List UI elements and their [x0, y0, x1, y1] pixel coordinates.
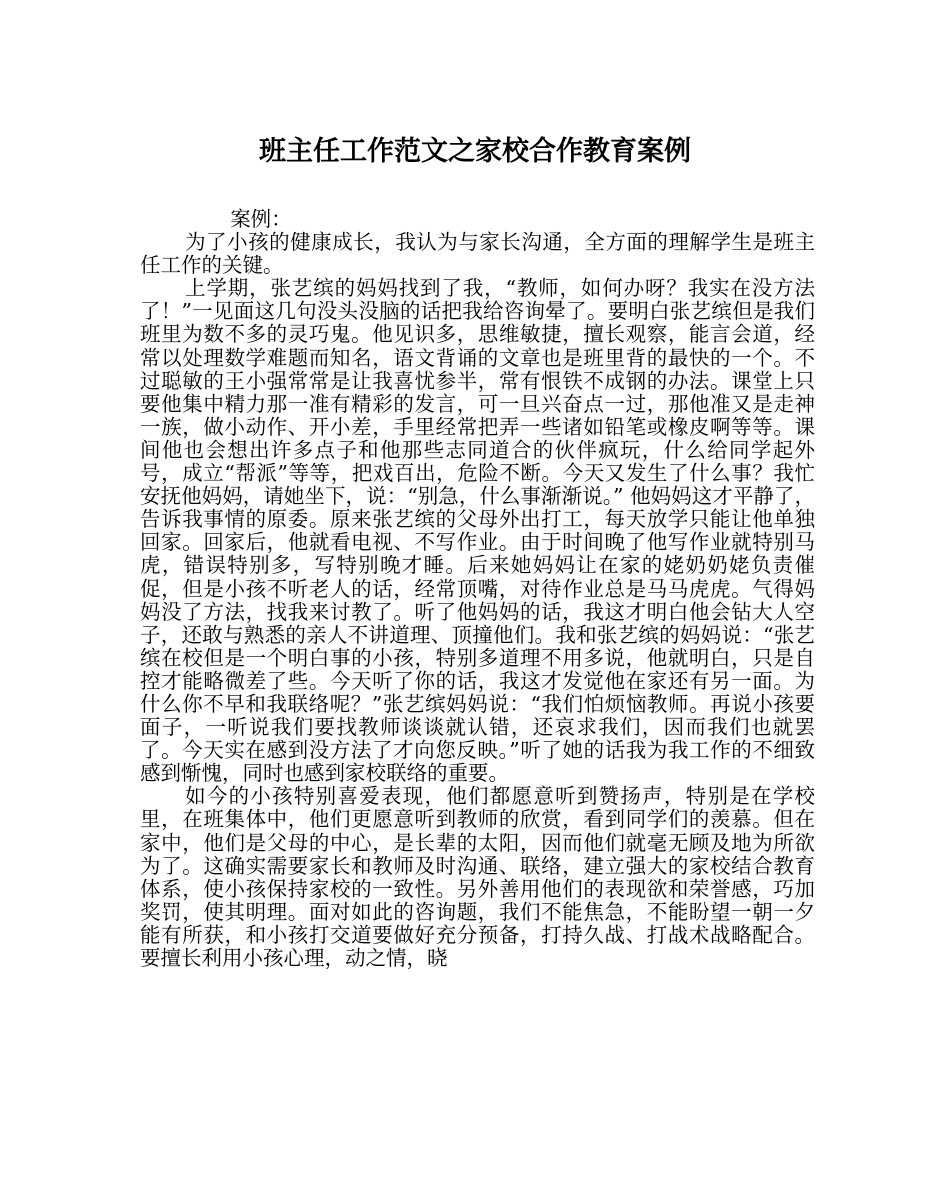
case-label: 案例： — [230, 207, 292, 231]
paragraph-intro: 为了小孩的健康成长，我认为与家长沟通，全方面的理解学生是班主任工作的关键。 — [140, 230, 815, 278]
document-body — [140, 208, 815, 970]
paragraph-reflection: 如今的小孩特别喜爱表现，他们都愿意听到赞扬声，特别是在学校里，在班集体中，他们更愿意听到教师的欣赏，看到同学们的羡慕。但在家中，他们是父母的中心，是长辈的太阳，因而他们就毫无顾及地为所欲为了。这确实需要家长和教师及时沟通、联络，建立强大的家校结合教育体系，使小孩保持家校的一致性。另外善用他们的表现欲和荣誉感，巧加奖罚，使其明理。面对如此的咨询题，我们不能焦急，不能盼望一朝一夕能有所获，和小孩打交道要做好充分预备，打持久战、打战术战略配合。要擅长利用小孩心理，动之情，晓 — [140, 784, 815, 970]
paragraph-story: 上学期，张艺缤的妈妈找到了我，“教师，如何办呀？我实在没方法了！”一见面这几句没头没脑的话把我给咨询晕了。要明白张艺缤但是我们班里为数不多的灵巧鬼。他见识多，思维敏捷，擅长观察，能言会道，经常以处理数学难题而知名，语文背诵的文章也是班里背的最快的一个。不过聪敏的王小强常常是让我喜忧参半，常有恨铁不成钢的办法。课堂上只要他集中精力那一准有精彩的发言，可一旦兴奋点一过，那他准又是走神一族，做小动作、开小差，手里经常把弄一些诸如铅笔或橡皮啊等等。课间他也会想出许多点子和他那些志同道合的伙伴疯玩，什么给同学起外号，成立“帮派”等等，把戏百出，危险不断。今天又发生了什么事？我忙安抚他妈妈，请她坐下，说：“别急，什么事渐渐说。” 他妈妈这才平静了，告诉我事情的原委。原来张艺缤的父母外出打工，每天放学只能让他单独回家。回家后，他就看电视、不写作业。由于时间晚了他写作业就特别马虎，错误特别多，写特别晚才睡。后来她妈妈让在家的姥奶奶姥负责催促，但是小孩不听老人的话，经常顶嘴，对待作业总是马马虎虎。气得妈妈没了方法，找我来讨教了。听了他妈妈的话，我这才明白他会钻大人空子，还敢与熟悉的亲人不讲道理、顶撞他们。我和张艺缤的妈妈说：“张艺缤在校但是一个明白事的小孩，特别多道理不用多说，他就明白，只是自控才能略微差了些。今天听了你的话，我这才发觉他在家还有另一面。为什么你不早和我联络呢？”张艺缤妈妈说：“我们怕烦恼教师。再说小孩要面子，一听说我们要找教师谈谈就认错，还哀求我们，因而我们也就罢了。今天实在感到没方法了才向您反映。”听了她的话我为我工作的不细致感到惭愧，同时也感到家校联络的重要。 — [140, 276, 815, 786]
document-title: 班主任工作范文之家校合作教育案例 — [259, 136, 691, 167]
